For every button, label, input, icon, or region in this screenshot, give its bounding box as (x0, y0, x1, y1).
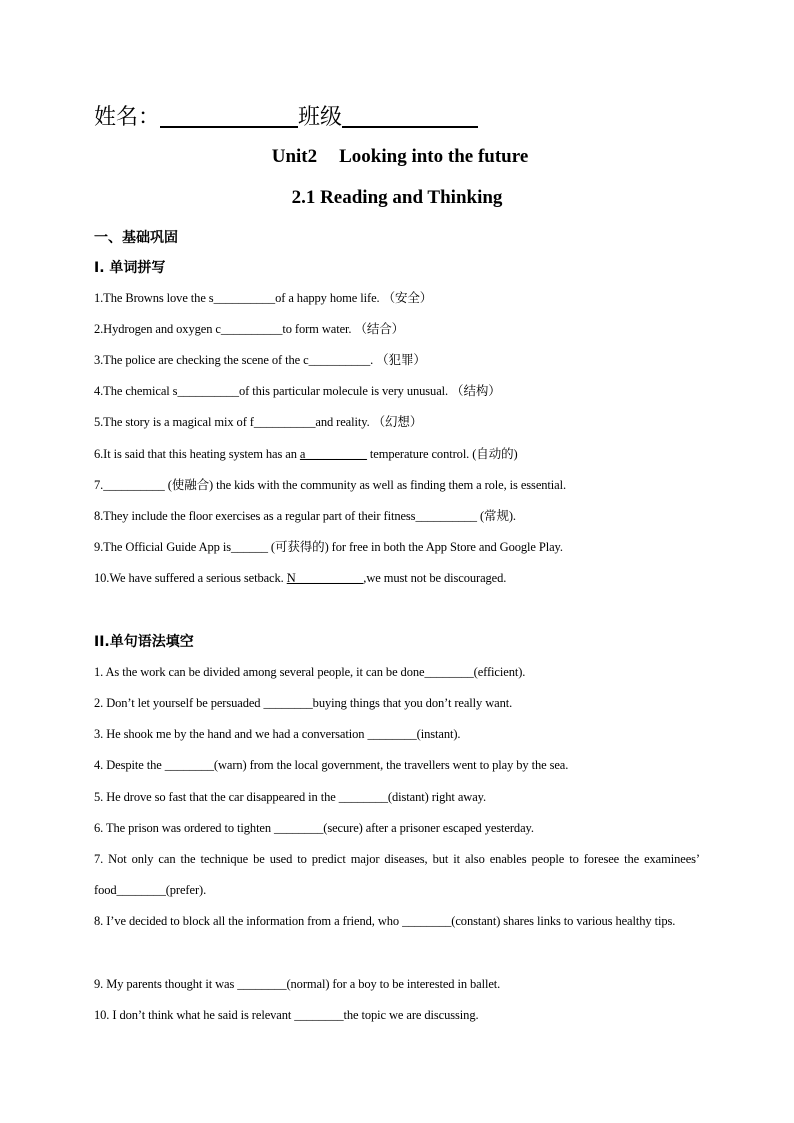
spelling-item: 6.It is said that this heating system has an a__________ temperature control. (自动的) (94, 447, 518, 461)
grammar-item: 7. Not only can the technique be used to predict major diseases, but it also enables people to foresee the examinees’ food________(prefer). (94, 852, 700, 897)
grammar-item: 3. He shook me by the hand and we had a conversation ________(instant). (94, 727, 461, 741)
grammar-item: 4. Despite the ________(warn) from the local government, the travellers went to play by the sea. (94, 758, 569, 772)
spelling-item: 2.Hydrogen and oxygen c__________to form water. （结合） (94, 322, 405, 336)
class-blank[interactable] (342, 104, 478, 128)
student-info-line (94, 100, 478, 131)
grammar-item: 2. Don’t let yourself be persuaded ________buying things that you don’t really want. (94, 696, 513, 710)
name-blank[interactable] (160, 104, 298, 128)
section-heading-basic: 一、基础巩固 (94, 230, 178, 246)
section-heading-grammar: II.单句语法填空 (94, 634, 194, 650)
spelling-item: 5.The story is a magical mix of f__________and reality. （幻想） (94, 415, 423, 429)
unit-number: Unit2 (271, 146, 318, 167)
spelling-item: 7.__________ (使融合) the kids with the community as well as finding them a role, is essential. (94, 478, 567, 492)
grammar-item: 1. As the work can be divided among several people, it can be done________(efficient). (94, 665, 526, 679)
unit-title (0, 146, 794, 168)
grammar-item: 9. My parents thought it was ________(normal) for a boy to be interested in ballet. (94, 977, 501, 991)
grammar-item: 5. He drove so fast that the car disappeared in the ________(distant) right away. (94, 790, 487, 804)
grammar-item: 10. I don’t think what he said is relevant ________the topic we are discussing. (94, 1008, 479, 1022)
section-heading-spelling: I. 单词拼写 (94, 260, 166, 276)
spelling-item: 9.The Official Guide App is______ (可获得的) for free in both the App Store and Google Play. (94, 540, 563, 554)
grammar-item: 6. The prison was ordered to tighten ________(secure) after a prisoner escaped yesterday. (94, 821, 534, 835)
spelling-item: 8.They include the floor exercises as a regular part of their fitness__________ (常规). (94, 509, 516, 523)
name-label: 姓名： (94, 105, 161, 130)
spelling-item: 1.The Browns love the s__________of a happy home life. （安全） (94, 291, 433, 305)
spelling-item: 4.The chemical s__________of this particular molecule is very unusual. （结构） (94, 384, 501, 398)
spelling-item: 3.The police are checking the scene of the c__________. （犯罪） (94, 353, 426, 367)
unit-topic: Looking into the future (339, 146, 529, 167)
lesson-title: 2.1 Reading and Thinking (291, 187, 503, 208)
spelling-item: 10.We have suffered a serious setback. N___________,we must not be discouraged. (94, 571, 507, 585)
grammar-item: 8. I’ve decided to block all the information from a friend, who ________(constant) shares links to various healthy tips. (94, 914, 676, 928)
class-label: 班级 (298, 105, 343, 130)
